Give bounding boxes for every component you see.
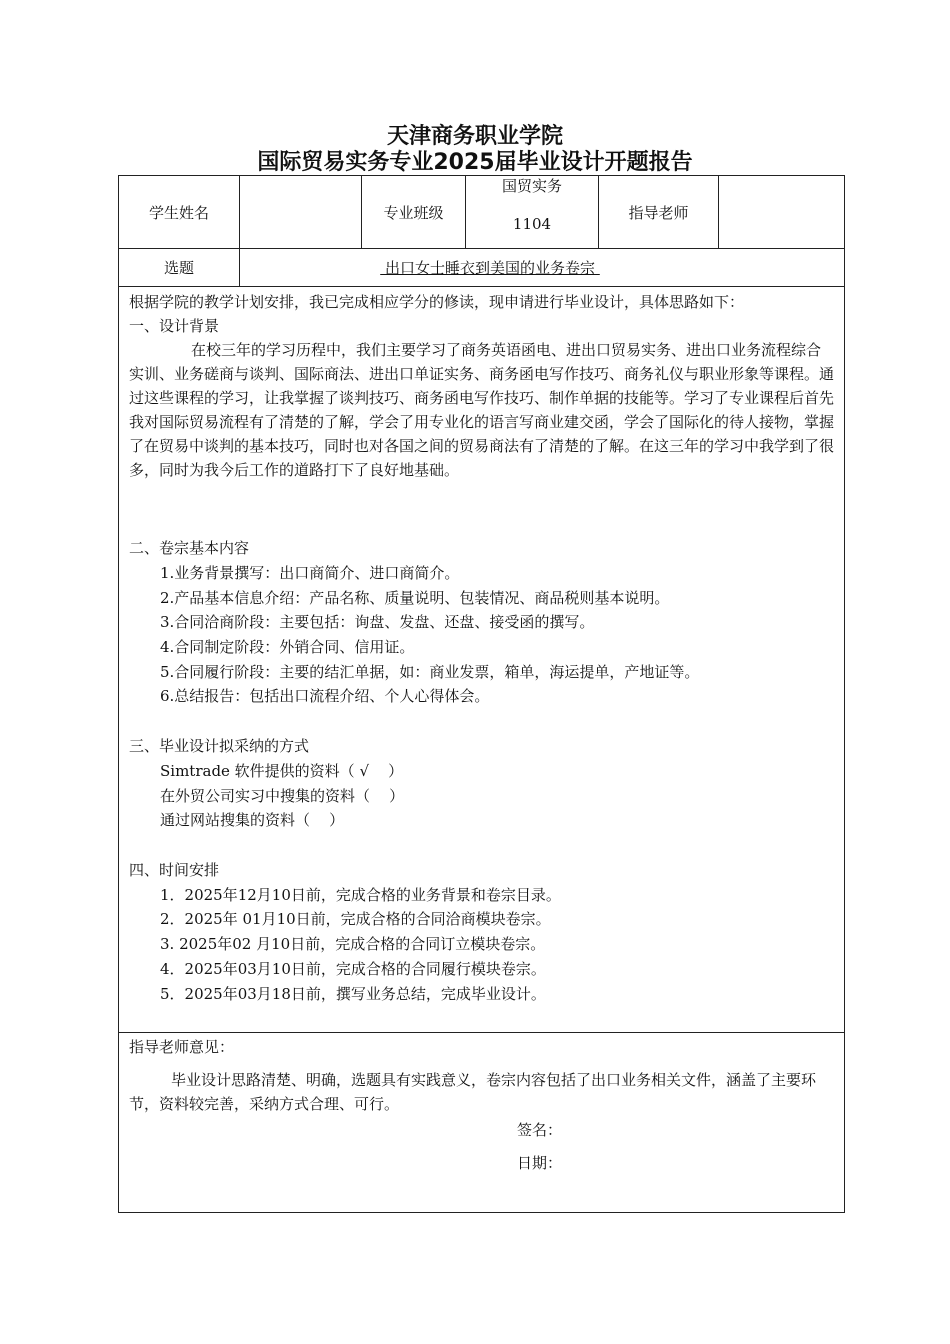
class-value[interactable]: [466, 176, 598, 248]
advisor-opinion-label: 指导老师意见：: [129, 1038, 235, 1056]
advisor-value[interactable]: [719, 176, 844, 248]
section4-heading: 四、时间安排: [129, 861, 220, 879]
section1-paragraph: 在校三年的学习历程中，我们主要学习了商务英语函电、进出口贸易实务、进出口业务流程综合实训、业务磋商与谈判、国际商法、进出口单证实务、商务函电写作技巧、商务礼仪与职业形象等课程。通过这些课程的学习，让我掌握了谈判技巧、商务函电写作技巧、制作单据的技能等。学习了专业课程后首先我对国际贸易流程有了清楚的了解，学会了用专业化的语言写商业建交函，学会了国际化的待人接物，掌握了在贸易中谈判的基本技巧，同时也对各国之间的贸易商法有了清楚的了解。在这三年的学习中我学到了很多，同时为我今后工作的道路打下了良好地基础。: [129, 341, 835, 479]
date-label: 日期：: [517, 1154, 563, 1172]
advisor-opinion-text: 毕业设计思路清楚、明确，选题具有实践意义，卷宗内容包括了出口业务相关文件，涵盖了主要环节，资料较完善，采纳方式合理、可行。: [129, 1071, 817, 1113]
student-name-label: 学生姓名: [148, 203, 209, 222]
section3-heading: 三、毕业设计拟采纳的方式: [129, 737, 310, 755]
list-item: 2.产品基本信息介绍：产品名称、质量说明、包装情况、商品税则基本说明。: [160, 589, 670, 607]
class-value-line2: 1104: [512, 215, 552, 233]
option-simtrade[interactable]: Simtrade 软件提供的资料（ √ ）: [160, 762, 404, 780]
list-item: 6.总结报告：包括出口流程介绍、个人心得体会。: [160, 687, 490, 705]
topic-label: 选题: [163, 259, 194, 277]
topic-value[interactable]: [240, 249, 740, 286]
topic-text: 出口女士睡衣到美国的业务卷宗: [380, 259, 600, 277]
list-item: 3.合同洽商阶段：主要包括：询盘、发盘、还盘、接受函的撰写。: [160, 613, 595, 631]
row-divider: [119, 286, 844, 287]
list-item: 1.业务背景撰写：出口商简介、进口商简介。: [160, 564, 460, 582]
signature-label: 签名：: [517, 1121, 563, 1139]
list-item: 4.合同制定阶段：外销合同、信用证。: [160, 638, 415, 656]
class-value-line1: 国贸实务: [501, 177, 562, 195]
section2-heading: 二、卷宗基本内容: [129, 539, 250, 557]
row-divider: [119, 1032, 844, 1033]
list-item: 5.合同履行阶段：主要的结汇单据，如：商业发票，箱单，海运提单，产地证等。: [160, 663, 700, 681]
schedule-item: 5．2025年03月18日前，撰写业务总结，完成毕业设计。: [160, 985, 546, 1003]
schedule-item: 2．2025年 01月10日前，完成合格的合同洽商模块卷宗。: [160, 910, 551, 928]
report-table: [118, 175, 845, 1213]
report-title: 国际贸易实务专业2025届毕业设计开题报告: [257, 150, 693, 175]
schedule-item: 1．2025年12月10日前，完成合格的业务背景和卷宗目录。: [160, 886, 561, 904]
section1-heading: 一、设计背景: [129, 317, 220, 335]
advisor-label: 指导老师: [628, 203, 689, 222]
intro-text: 根据学院的教学计划安排，我已完成相应学分的修读，现申请进行毕业设计，具体思路如下：: [129, 293, 745, 311]
student-name-value[interactable]: [240, 176, 361, 248]
schedule-item: 4．2025年03月10日前，完成合格的合同履行模块卷宗。: [160, 960, 546, 978]
option-website[interactable]: 通过网站搜集的资料（ ）: [160, 811, 345, 829]
option-internship[interactable]: 在外贸公司实习中搜集的资料（ ）: [160, 787, 405, 805]
schedule-item: 3. 2025年02 月10日前，完成合格的合同订立模块卷宗。: [160, 935, 546, 953]
school-name: 天津商务职业学院: [386, 124, 563, 149]
class-label: 专业班级: [383, 203, 444, 222]
